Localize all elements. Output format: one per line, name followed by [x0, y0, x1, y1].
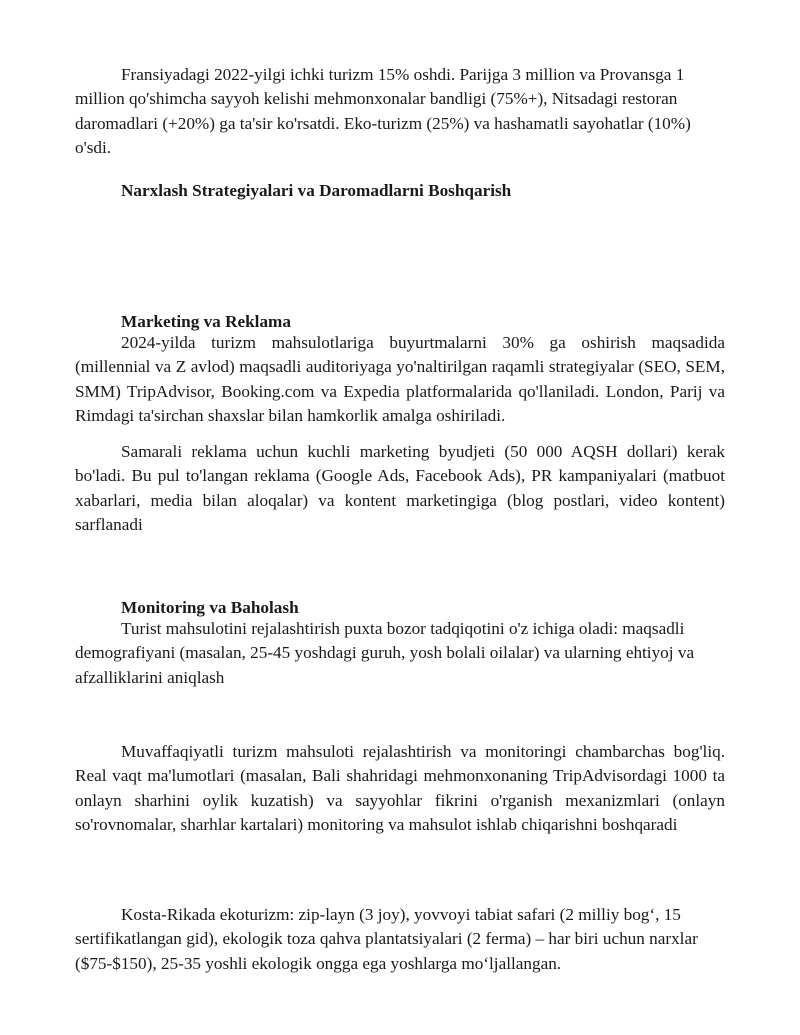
paragraph-marketing-budget: Samarali reklama uchun kuchli marketing byudjeti (50 000 AQSH dollari) kerak bo'ladi. Bu pul to'langan reklama (Google Ads, Facebook Ads), PR kampaniyalari (matbuot xabarlari, media bilan aloqalar) va kontent marketingiga (blog postlari, video kontent) sarflanadi	[75, 442, 725, 535]
paragraph-market-research: Turist mahsulotini rejalashtirish puxta bozor tadqiqotini o'z ichiga oladi: maqsadli demografiyani (masalan, 25-45 yoshdagi guruh, yosh bolali oilalar) va ularning ehtiyoj va afzalliklarini aniqlash	[75, 619, 695, 687]
paragraph-domestic-tourism: Fransiyadagi 2022-yilgi ichki turizm 15% oshdi. Parijga 3 million va Provansga 1 million qo'shimcha sayyoh kelishi mehmonxonalar bandligi (75%+), Nitsadagi restoran daromadlari (+20%) ga ta'sir ko'rsatdi. Eko-turizm (25%) va hashamatli sayohatlar (10%) o'sdi.	[75, 65, 691, 158]
paragraph-monitoring-feedback: Muvaffaqiyatli turizm mahsuloti rejalashtirish va monitoringi chambarchas bog'liq. Real vaqt ma'lumotlari (masalan, Bali shahridagi mehmonxonaning TripAdvisordagi 1000 ta onlayn sharhini oylik kuzatish) va sayyohlar fikrini o'rganish mexanizmlari (onlayn so'rovnomalar, sharhlar kartalari) monitoring va mahsulot ishlab chiqarishni boshqaradi	[75, 742, 725, 835]
heading-marketing: Marketing va Reklama	[121, 312, 291, 331]
heading-monitoring: Monitoring va Baholash	[121, 598, 299, 617]
paragraph-marketing-strategy: 2024-yilda turizm mahsulotlariga buyurtmalarni 30% ga oshirish maqsadida (millennial va Z avlod) maqsadli auditoriyaga yo'naltirilgan raqamli strategiyalar (SEO, SEM, SMM) TripAdvisor, Booking.com va Expedia platformalarida qo'llaniladi. London, Parij va Rimdagi ta'sirchan shaxslar bilan hamkorlik amalga oshiriladi.	[75, 333, 725, 426]
heading-pricing-strategies: Narxlash Strategiyalari va Daromadlarni Boshqarish	[121, 181, 512, 200]
paragraph-costa-rica-ecotourism: Kosta-Rikada ekoturizm: zip-layn (3 joy), yovvoyi tabiat safari (2 milliy bog‘, 15 sertifikatlangan gid), ekologik toza qahva plantatsiyalari (2 ferma) – har biri uchun narxlar ($75-$150), 25-35 yoshli ekologik ongga ega yoshlarga mo‘ljallangan.	[75, 905, 698, 973]
